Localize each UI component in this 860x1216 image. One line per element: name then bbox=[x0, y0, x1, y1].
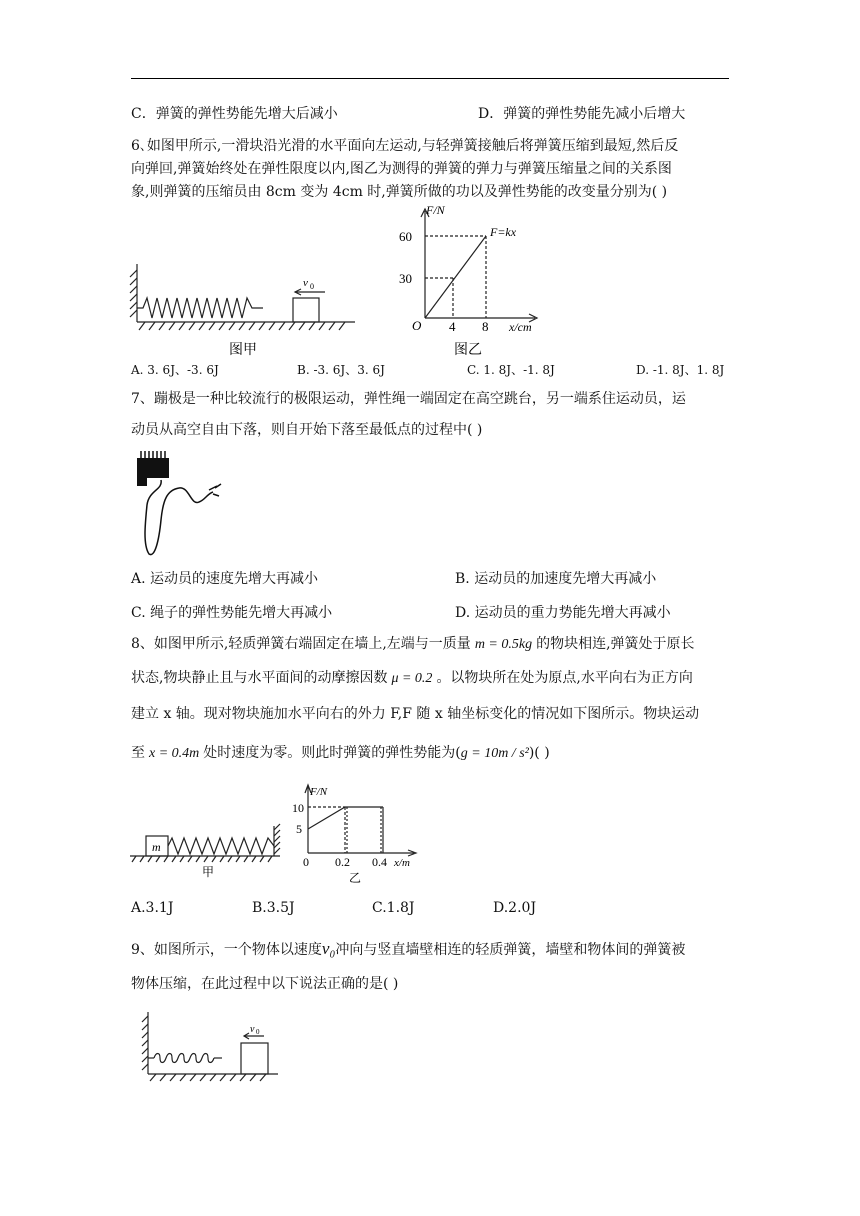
q6-jia-v-label: v bbox=[303, 277, 308, 289]
q8-mass-formula: m = 0.5kg bbox=[474, 637, 533, 652]
q8-option-c[interactable]: C.1.8J bbox=[372, 900, 415, 916]
q9-velocity-symbol: v₀ bbox=[321, 939, 336, 958]
q8-jia-caption: 甲 bbox=[202, 865, 215, 879]
q6-option-a[interactable]: A. 3. 6J、-3. 6J bbox=[131, 363, 219, 377]
q8-option-d[interactable]: D.2.0J bbox=[493, 900, 537, 916]
q8-line1-b: 的物块相连,弹簧处于原长 bbox=[536, 636, 695, 652]
q8-yi-y-tick-5: 5 bbox=[296, 822, 302, 836]
q8-text-line1 bbox=[131, 635, 695, 654]
q7-option-c[interactable]: C. 绳子的弹性势能先增大再减小 bbox=[131, 605, 333, 621]
q9-line1-a: 9、如图所示，一个物体以速度 bbox=[131, 942, 322, 958]
q7-bungee-figure bbox=[133, 450, 228, 562]
q6-text-line2: 向弹回,弹簧始终处在弹性限度以内,图乙为测得的弹簧的弹力与弹簧压缩量之间的关系图 bbox=[131, 161, 672, 177]
q8-line4-a: 至 bbox=[131, 745, 145, 761]
q6-text-line1: 6､如图甲所示,一滑块沿光滑的水平面向左运动,与轻弹簧接触后将弹簧压缩到最短,然后反 bbox=[131, 138, 679, 154]
q9-figure bbox=[138, 1010, 288, 1085]
q6-yi-x-tick-8: 8 bbox=[482, 319, 489, 334]
q8-yi-x-label: x/m bbox=[394, 857, 410, 869]
q8-line4-b: 处时速度为零。则此时弹簧的弹性势能为( bbox=[203, 745, 461, 761]
q8-gravity-formula: g = 10m / s² bbox=[460, 746, 529, 761]
q7-option-a[interactable]: A. 运动员的速度先增大再减小 bbox=[131, 571, 319, 587]
q5-option-c[interactable]: C．弹簧的弹性势能先增大后减小 bbox=[131, 106, 338, 122]
q8-text-line3: 建立 x 轴。现对物块施加水平向右的外力 F,F 随 x 轴坐标变化的情况如下图所示。物块运动 bbox=[131, 706, 700, 722]
q8-option-a[interactable]: A.3.1J bbox=[131, 900, 174, 916]
q8-figure-yi bbox=[286, 781, 426, 885]
q6-yi-y-tick-30: 30 bbox=[399, 271, 412, 286]
q7-option-b[interactable]: B. 运动员的加速度先增大再减小 bbox=[455, 571, 657, 587]
q8-jia-block-label: m bbox=[152, 840, 161, 854]
q8-line4-c: )( ) bbox=[528, 745, 550, 761]
q6-option-b[interactable]: B. -3. 6J、3. 6J bbox=[297, 363, 385, 377]
q6-jia-caption: 图甲 bbox=[229, 343, 257, 358]
q6-figure-yi bbox=[390, 203, 560, 358]
q9-v-sub: 0 bbox=[256, 1028, 260, 1036]
q5-option-d[interactable]: D．弹簧的弹性势能先减小后增大 bbox=[478, 106, 686, 122]
q8-figure-jia bbox=[130, 818, 290, 880]
q8-yi-y-tick-10: 10 bbox=[292, 801, 304, 815]
q6-yi-y-tick-60: 60 bbox=[399, 229, 412, 244]
q6-text-line3: 象,则弹簧的压缩员由 8cm 变为 4cm 时,弹簧所做的功以及弹性势能的改变量分别为( ) bbox=[131, 184, 668, 200]
q8-yi-caption: 乙 bbox=[349, 871, 362, 885]
q8-yi-x-tick-0-4: 0.4 bbox=[372, 855, 387, 869]
q6-yi-x-tick-4: 4 bbox=[449, 319, 456, 334]
q6-yi-y-label: F/N bbox=[426, 203, 445, 217]
q6-yi-caption: 图乙 bbox=[454, 343, 482, 358]
q9-text-line2: 物体压缩，在此过程中以下说法正确的是( ) bbox=[131, 976, 399, 992]
q8-option-b[interactable]: B.3.5J bbox=[252, 900, 295, 916]
q8-yi-origin: 0 bbox=[303, 855, 309, 869]
q8-yi-y-label: F/N bbox=[310, 786, 328, 798]
q6-figure-jia bbox=[125, 262, 365, 362]
q6-yi-line-label: F=kx bbox=[490, 225, 517, 239]
q8-text-line4 bbox=[131, 744, 550, 763]
q8-yi-x-tick-0-2: 0.2 bbox=[335, 855, 350, 869]
q8-line2-a: 状态,物块静止且与水平面间的动摩擦因数 bbox=[131, 670, 388, 686]
q7-text-line2: 动员从高空自由下落，则自开始下落至最低点的过程中( ) bbox=[131, 422, 483, 438]
q8-friction-formula: μ = 0.2 bbox=[391, 671, 433, 686]
q9-text-line1 bbox=[131, 940, 685, 959]
q9-line1-b: 冲向与竖直墙壁相连的轻质弹簧，墙壁和物体间的弹簧被 bbox=[335, 942, 686, 958]
q7-text-line1: 7、蹦极是一种比较流行的极限运动，弹性绳一端固定在高空跳台，另一端系住运动员，运 bbox=[131, 391, 686, 407]
q6-yi-x-label: x/cm bbox=[509, 320, 532, 334]
q6-jia-v-sub: 0 bbox=[310, 282, 314, 291]
q8-line1-a: 8、如图甲所示,轻质弹簧右端固定在墙上,左端与一质量 bbox=[131, 636, 471, 652]
q6-yi-origin: O bbox=[412, 318, 422, 333]
q8-line2-b: 。以物块所在处为原点,水平向右为正方向 bbox=[436, 670, 693, 686]
q7-option-d[interactable]: D. 运动员的重力势能先增大再减小 bbox=[455, 605, 671, 621]
q9-v-label: v bbox=[250, 1024, 255, 1035]
header-rule bbox=[131, 78, 729, 79]
q6-option-c[interactable]: C. 1. 8J、-1. 8J bbox=[467, 363, 555, 377]
q6-option-d[interactable]: D. -1. 8J、1. 8J bbox=[636, 363, 725, 377]
q8-text-line2 bbox=[131, 669, 693, 688]
q8-position-formula: x = 0.4m bbox=[149, 746, 200, 761]
